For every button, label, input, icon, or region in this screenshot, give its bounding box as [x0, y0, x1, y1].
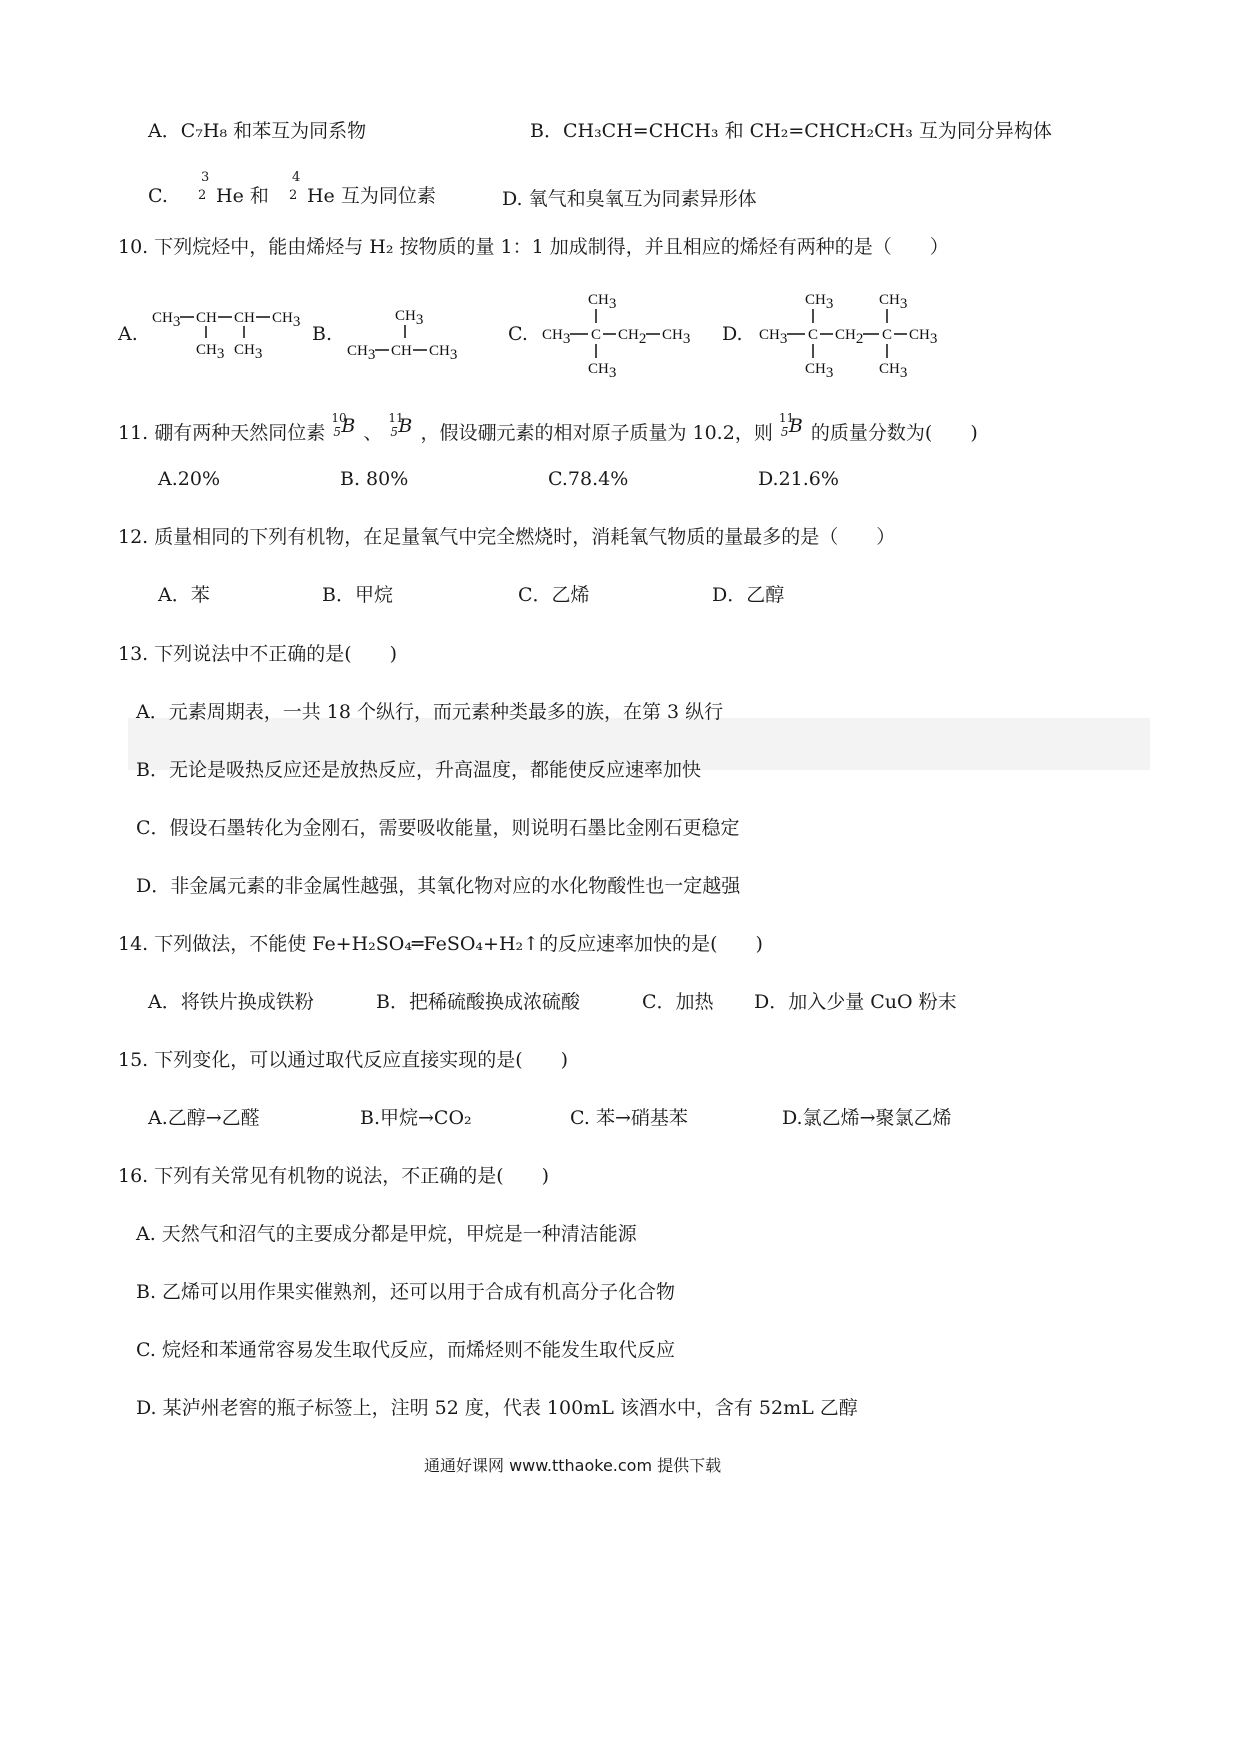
q10-a-label: A.: [118, 323, 138, 345]
q11-option-c: C.78.4%: [548, 468, 629, 490]
svg-text:CH3: CH3: [879, 292, 908, 312]
q13-option-d: D．非金属元素的非金属性越强，其氧化物对应的水化物酸性也一定越强: [136, 875, 741, 897]
q10-stem: 10. 下列烷烃中，能由烯烃与 H₂ 按物质的量 1：1 加成制得，并且相应的烯烃有两种的是（ ）: [118, 236, 949, 258]
svg-text:C: C: [591, 327, 602, 343]
svg-text:CH3: CH3: [347, 343, 376, 363]
q9-option-b: B．CH₃CH=CHCH₃ 和 CH₂=CHCH₂CH₃ 互为同分异构体: [530, 120, 1052, 142]
svg-text:CH3: CH3: [152, 310, 181, 330]
svg-text:CH3: CH3: [588, 292, 617, 312]
q12-option-b: B．甲烷: [322, 584, 393, 606]
q11-option-a: A.20%: [158, 468, 220, 490]
q14-option-a: A．将铁片换成铁粉: [148, 991, 314, 1013]
svg-text:C: C: [808, 327, 819, 343]
q11-option-b: B. 80%: [340, 468, 409, 490]
q13-option-a: A．元素周期表，一共 18 个纵行，而元素种类最多的族，在第 3 纵行: [136, 701, 724, 723]
boron-10-isotope: 10 5 B: [331, 411, 356, 439]
svg-text:CH3: CH3: [429, 343, 458, 363]
svg-text:CH3: CH3: [234, 342, 263, 362]
q12-option-a: A．苯: [158, 584, 210, 606]
svg-text:CH3: CH3: [196, 342, 225, 362]
svg-text:CH: CH: [234, 310, 255, 326]
q9-option-d: D. 氧气和臭氧互为同素异形体: [502, 188, 757, 210]
svg-text:CH3: CH3: [588, 361, 617, 379]
q15-option-b: B.甲烷→CO₂: [360, 1107, 472, 1129]
q9-c-label: C.: [148, 185, 168, 207]
q16-option-b: B. 乙烯可以用作果实催熟剂，还可以用于合成有机高分子化合物: [136, 1281, 676, 1303]
q9-option-a: A．C₇H₈ 和苯互为同系物: [148, 120, 367, 142]
q16-stem: 16. 下列有关常见有机物的说法，不正确的是( ): [118, 1165, 550, 1187]
svg-text:CH3: CH3: [272, 310, 301, 330]
q10-b-label: B.: [312, 323, 333, 345]
q13-option-b: B．无论是吸热反应还是放热反应，升高温度，都能使反应速率加快: [136, 759, 701, 781]
q16-option-d: D. 某泸州老窖的瓶子标签上，注明 52 度，代表 100mL 该酒水中，含有 52mL 乙醇: [136, 1397, 858, 1419]
q12-option-c: C．乙烯: [518, 584, 590, 606]
page-footer: 通通好课网 www.tthaoke.com 提供下载: [424, 1456, 722, 1475]
he3-isotope: 3 2: [198, 170, 210, 203]
q16-option-a: A. 天然气和沼气的主要成分都是甲烷，甲烷是一种清洁能源: [136, 1223, 637, 1245]
svg-text:CH3: CH3: [909, 327, 938, 347]
q11-option-d: D.21.6%: [758, 468, 839, 490]
svg-text:CH2: CH2: [618, 327, 647, 347]
q10-structure-c: [540, 287, 695, 379]
q10-structure-a: [150, 298, 305, 368]
q10-structure-b: [345, 300, 475, 365]
svg-text:C: C: [882, 327, 893, 343]
svg-text:CH3: CH3: [542, 327, 571, 347]
q13-option-c: C．假设石墨转化为金刚石，需要吸收能量，则说明石墨比金刚石更稳定: [136, 817, 740, 839]
q13-stem: 13. 下列说法中不正确的是( ): [118, 643, 398, 665]
svg-text:CH: CH: [391, 343, 412, 359]
q10-structure-d: [757, 287, 942, 379]
q10-c-label: C.: [508, 323, 528, 345]
q15-stem: 15. 下列变化，可以通过取代反应直接实现的是( ): [118, 1049, 569, 1071]
q12-option-d: D．乙醇: [712, 584, 785, 606]
svg-text:CH: CH: [196, 310, 217, 326]
boron-11-isotope: 11 5 B: [388, 411, 413, 439]
q15-option-a: A.乙醇→乙醛: [148, 1107, 260, 1129]
q14-stem: 14. 下列做法，不能使 Fe+H₂SO₄═FeSO₄+H₂↑的反应速率加快的是( ): [118, 933, 763, 955]
svg-text:CH3: CH3: [759, 327, 788, 347]
q12-stem: 12. 质量相同的下列有机物，在足量氧气中完全燃烧时，消耗氧气物质的量最多的是（ ）: [118, 526, 896, 548]
svg-text:CH3: CH3: [395, 308, 424, 328]
q15-option-c: C. 苯→硝基苯: [570, 1107, 688, 1129]
svg-text:CH3: CH3: [662, 327, 691, 347]
svg-text:CH3: CH3: [805, 292, 834, 312]
q11-stem: 11. 硼有两种天然同位素 10 5 B 、 11 5 B ，假设硼元素的相对原子质量为 10.2，则 11 5 B 的质量分数为( ): [118, 417, 978, 447]
q14-option-d: D．加入少量 CuO 粉末: [754, 991, 957, 1013]
q14-option-c: C．加热: [642, 991, 714, 1013]
q14-option-b: B．把稀硫酸换成浓硫酸: [376, 991, 580, 1013]
q9-option-c: C. 3 2 He 和 4 2 He 互为同位素: [148, 170, 436, 207]
q16-option-c: C. 烷烃和苯通常容易发生取代反应，而烯烃则不能发生取代反应: [136, 1339, 675, 1361]
boron-11-isotope-ref: 11 5 B: [778, 411, 803, 439]
q15-option-d: D.氯乙烯→聚氯乙烯: [782, 1107, 952, 1129]
q10-d-label: D.: [722, 323, 743, 345]
he4-isotope: 4 2: [288, 170, 301, 203]
svg-text:CH3: CH3: [879, 361, 908, 379]
svg-text:CH2: CH2: [835, 327, 864, 347]
svg-text:CH3: CH3: [805, 361, 834, 379]
